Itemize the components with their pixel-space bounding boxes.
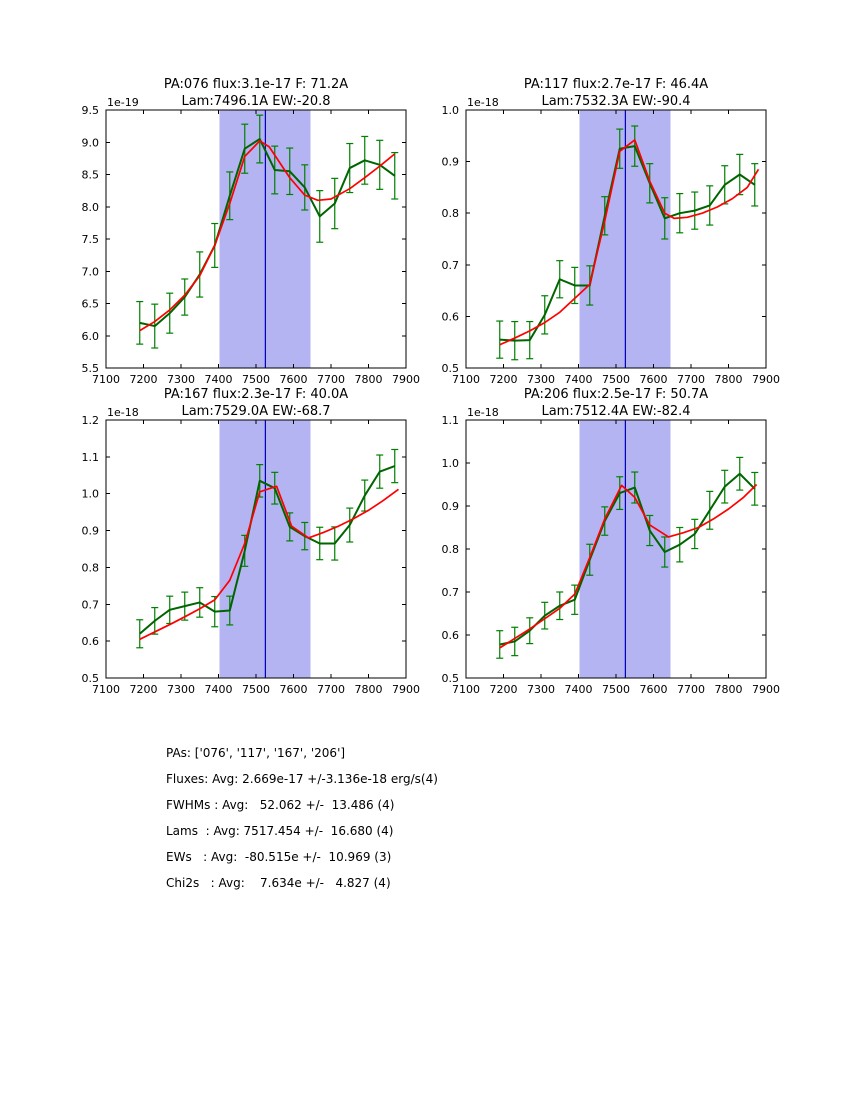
y-tick-label: 0.6: [81, 635, 99, 649]
plot-subtitle: Lam:7532.3A EW:-90.4: [541, 94, 691, 109]
x-tick-label: 7400: [564, 683, 593, 696]
plot-title: PA:076 flux:3.1e-17 F: 71.2A: [163, 77, 349, 92]
subplot-2: [442, 77, 781, 386]
x-tick-label: 7300: [167, 683, 195, 696]
y-tick-label: 0.6: [441, 310, 459, 324]
x-tick-label: 7600: [639, 373, 668, 386]
y-tick-label: 0.8: [441, 543, 459, 556]
x-tick-label: 7700: [677, 373, 705, 386]
y-tick-label: 0.8: [441, 207, 459, 221]
x-tick-label: 7800: [714, 683, 743, 696]
x-tick-label: 7100: [92, 683, 120, 696]
summary-line-fwhms: FWHMs : Avg: 52.062 +/- 13.486 (4): [166, 798, 395, 812]
y-tick-label: 1.2: [81, 414, 99, 427]
x-tick-label: 7300: [527, 683, 555, 696]
plot-title: PA:206 flux:2.5e-17 F: 50.7A: [523, 387, 709, 402]
x-tick-label: 7200: [129, 683, 158, 696]
x-tick-label: 7200: [489, 373, 518, 386]
x-tick-label: 7800: [354, 683, 383, 696]
y-tick-label: 1.1: [441, 414, 459, 427]
x-tick-label: 7600: [279, 373, 308, 386]
x-tick-label: 7400: [564, 373, 593, 386]
y-tick-label: 7.0: [81, 265, 99, 279]
y-tick-label: 0.5: [441, 672, 459, 685]
y-tick-label: 0.7: [441, 586, 459, 599]
offset-label: 1e-18: [467, 406, 499, 419]
summary-line-ews: EWs : Avg: -80.515e +/- 10.969 (3): [166, 850, 392, 864]
y-tick-label: 0.8: [81, 561, 99, 575]
y-tick-label: 0.6: [441, 629, 459, 642]
y-tick-label: 7.5: [81, 233, 99, 246]
plot-title: PA:167 flux:2.3e-17 F: 40.0A: [163, 387, 349, 402]
offset-label: 1e-18: [467, 96, 499, 109]
subplot-3: [82, 387, 421, 696]
x-tick-label: 7900: [752, 373, 780, 386]
x-tick-label: 7500: [242, 373, 270, 386]
subplot-1: [82, 77, 421, 386]
y-tick-label: 0.5: [441, 362, 459, 375]
y-tick-label: 0.7: [441, 258, 459, 272]
y-tick-label: 5.5: [81, 362, 99, 375]
y-tick-label: 1.0: [81, 487, 99, 501]
y-tick-label: 1.0: [441, 457, 459, 470]
y-tick-label: 1.1: [81, 450, 99, 464]
y-tick-label: 9.0: [81, 136, 99, 150]
y-tick-label: 8.5: [81, 168, 99, 182]
x-tick-label: 7100: [452, 373, 480, 386]
x-tick-label: 7900: [392, 683, 420, 696]
y-tick-label: 6.0: [81, 329, 99, 343]
y-tick-label: 0.5: [81, 672, 99, 685]
x-tick-label: 7200: [129, 373, 158, 386]
plot-title: PA:117 flux:2.7e-17 F: 46.4A: [523, 77, 709, 92]
x-tick-label: 7100: [452, 683, 480, 696]
y-tick-label: 0.9: [81, 524, 99, 538]
subplot-4: [442, 387, 781, 696]
x-tick-label: 7700: [677, 683, 705, 696]
x-tick-label: 7400: [204, 373, 233, 386]
y-tick-label: 1.0: [441, 104, 459, 117]
plot-subtitle: Lam:7529.0A EW:-68.7: [181, 404, 331, 419]
plot-subtitle: Lam:7512.4A EW:-82.4: [541, 404, 691, 419]
y-tick-label: 0.9: [441, 500, 459, 513]
x-tick-label: 7600: [639, 683, 668, 696]
x-tick-label: 7700: [317, 683, 345, 696]
summary-line-pas: PAs: ['076', '117', '167', '206']: [166, 746, 346, 760]
x-tick-label: 7900: [752, 683, 780, 696]
y-tick-label: 0.9: [441, 155, 459, 169]
summary-line-lams: Lams : Avg: 7517.454 +/- 16.680 (4): [166, 824, 394, 838]
x-tick-label: 7500: [242, 683, 270, 696]
y-tick-label: 9.5: [81, 104, 99, 117]
x-tick-label: 7800: [354, 373, 383, 386]
y-tick-label: 6.5: [81, 297, 99, 311]
x-tick-label: 7900: [392, 373, 420, 386]
offset-label: 1e-18: [107, 406, 139, 419]
y-tick-label: 8.0: [81, 200, 99, 214]
plot-subtitle: Lam:7496.1A EW:-20.8: [181, 94, 331, 109]
summary-line-chi2s: Chi2s : Avg: 7.634e +/- 4.827 (4): [166, 876, 391, 890]
x-tick-label: 7100: [92, 373, 120, 386]
summary-line-fluxes: Fluxes: Avg: 2.669e-17 +/-3.136e-18 erg/s(4): [166, 772, 438, 786]
x-tick-label: 7800: [714, 373, 743, 386]
x-tick-label: 7500: [602, 373, 630, 386]
x-tick-label: 7600: [279, 683, 308, 696]
x-tick-label: 7500: [602, 683, 630, 696]
x-tick-label: 7300: [527, 373, 555, 386]
x-tick-label: 7400: [204, 683, 233, 696]
y-tick-label: 0.7: [81, 598, 99, 612]
summary-text: [166, 740, 438, 896]
x-tick-label: 7700: [317, 373, 345, 386]
x-tick-label: 7200: [489, 683, 518, 696]
x-tick-label: 7300: [167, 373, 195, 386]
offset-label: 1e-19: [107, 96, 139, 109]
